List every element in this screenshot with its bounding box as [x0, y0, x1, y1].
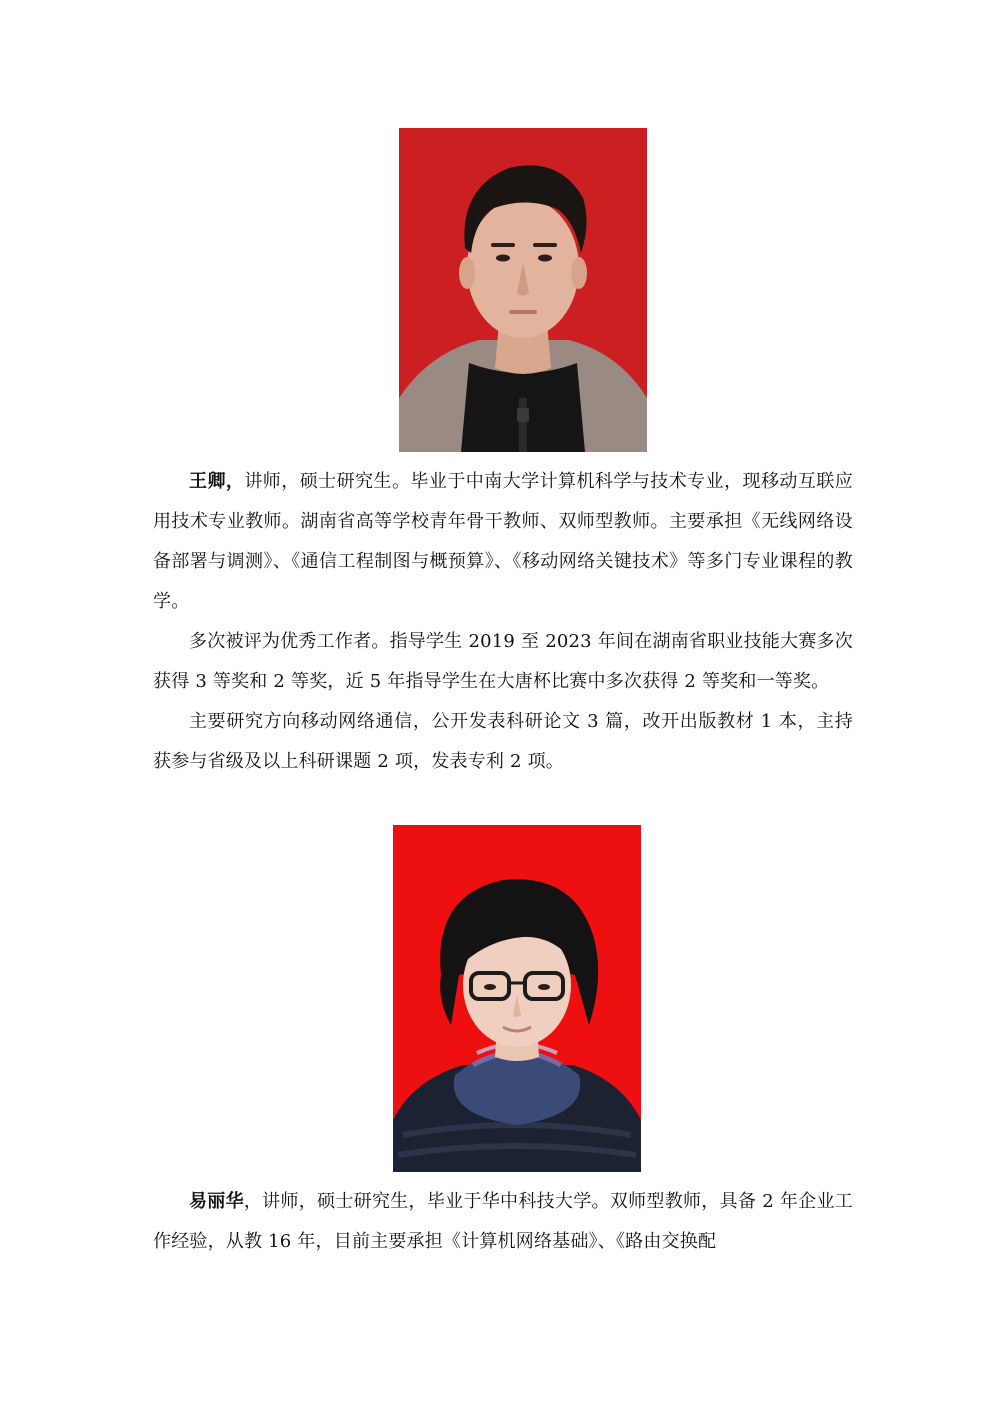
teacher-photo-wang: [399, 128, 647, 452]
teacher-bio-yi: [153, 1182, 853, 1262]
bio-paragraph-research: 主要研究方向移动网络通信，公开发表科研论文 3 篇，改开出版教材 1 本，主持获参与省级及以上科研课题 2 项，发表专利 2 项。: [153, 711, 853, 772]
bio-paragraph-intro: [153, 1182, 853, 1262]
teacher-photo-yi: [393, 825, 641, 1172]
portrait-woman-image: [393, 825, 641, 1172]
intro-text: 讲师，硕士研究生。毕业于中南大学计算机科学与技术专业，现移动互联应用技术专业教师。湖南省高等学校青年骨干教师、双师型教师。主要承担《无线网络设备部署与调测》、《通信工程制图与概预算》、《移动网络关键技术》等多门专业课程的教学。: [153, 471, 853, 612]
name-separator: ，: [225, 471, 245, 492]
teacher-name: 易丽华: [189, 1191, 244, 1212]
intro-text: ，讲师，硕士研究生，毕业于华中科技大学。双师型教师，具备 2 年企业工作经验，从教 16 年，目前主要承担《计算机网络基础》、《路由交换配: [153, 1191, 853, 1252]
portrait-man-image: [399, 128, 647, 452]
bio-paragraph-intro: [153, 462, 853, 622]
teacher-bio-wang: [153, 462, 853, 782]
teacher-name: 王卿: [189, 471, 226, 492]
bio-paragraph-awards: 多次被评为优秀工作者。指导学生 2019 至 2023 年间在湖南省职业技能大赛多次获得 3 等奖和 2 等奖，近 5 年指导学生在大唐杯比赛中多次获得 2 等奖和一等奖。: [153, 631, 853, 692]
